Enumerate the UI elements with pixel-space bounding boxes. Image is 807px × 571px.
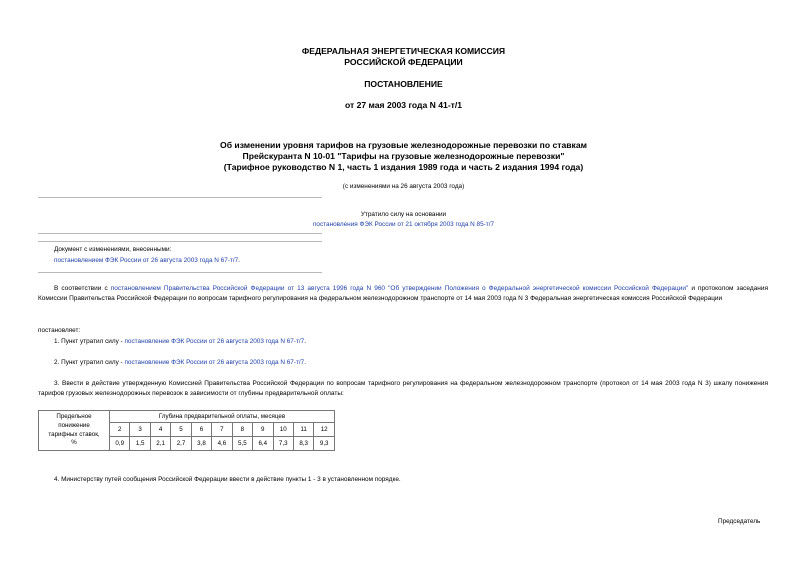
separator-line: [38, 233, 322, 234]
reduction-cell: 6,4: [253, 437, 273, 451]
row-header-line: Предельное: [56, 413, 92, 421]
reduction-cell: 8,3: [293, 437, 313, 451]
document-changes-label: Документ с изменениями, внесенными:: [54, 246, 172, 253]
tariff-reduction-table: [38, 410, 335, 451]
month-cell: 10: [273, 423, 293, 437]
item-4: 4. Министерству путей сообщения Российской Федерации ввести в действие пункты 1 - 3 в установленном порядке.: [54, 476, 401, 483]
separator-line: [38, 272, 322, 273]
resolves-text: постановляет:: [38, 327, 81, 334]
org-name-line2: РОССИЙСКОЙ ФЕДЕРАЦИИ: [344, 57, 463, 67]
month-cell: 8: [232, 423, 252, 437]
reduction-cell: 5,5: [232, 437, 252, 451]
reduction-cell: 2,7: [171, 437, 191, 451]
month-cell: 7: [212, 423, 232, 437]
item-1: [54, 337, 306, 346]
row-header-cell: [39, 411, 110, 451]
document-date-number: от 27 мая 2003 года N 41-т/1: [344, 100, 463, 110]
row-header-line: понижение: [58, 421, 90, 429]
document-changes-line: [54, 256, 240, 265]
month-cell: 9: [253, 423, 273, 437]
item-2: [54, 358, 306, 367]
reduction-cell: 4,6: [212, 437, 232, 451]
month-cell: 2: [110, 423, 130, 437]
preamble-link[interactable]: постановлением Правительства Российской Федерации от 13 августа 1996 года N 960 "Об утверждении Положения о Федеральной энергетической комиссии Российской Федерации": [110, 285, 689, 292]
title-line1: Об изменении уровня тарифов на грузовые железнодорожные перевозки по ставкам: [220, 140, 587, 150]
item-1-link[interactable]: постановление ФЭК России от 26 августа 2003 года N 67-т/7: [124, 338, 305, 345]
month-cell: 12: [314, 423, 335, 437]
item-2-link[interactable]: постановление ФЭК России от 26 августа 2003 года N 67-т/7: [124, 359, 305, 366]
reduction-cell: 0,9: [110, 437, 130, 451]
reduction-cell: 1,5: [130, 437, 150, 451]
signature-title: Председатель: [718, 518, 761, 525]
item-1-period: .: [304, 338, 307, 345]
reduction-cell: 7,3: [273, 437, 293, 451]
title-line2: Прейскуранта N 10-01 "Тарифы на грузовые железнодорожные перевозки": [242, 151, 565, 161]
month-cell: 11: [293, 423, 313, 437]
item-1-text: 1. Пункт утратил силу -: [54, 338, 125, 345]
month-cell: 5: [171, 423, 191, 437]
document-changes-period: .: [238, 257, 240, 264]
reduction-cell: 2,1: [150, 437, 170, 451]
status-link[interactable]: постановления ФЭК России от 21 октября 2003 года N 85-т/7: [312, 221, 495, 228]
amendments-note: (с изменениями на 26 августа 2003 года): [342, 183, 465, 190]
preamble-paragraph: [38, 284, 768, 304]
reduction-cell: 3,8: [191, 437, 211, 451]
preamble-rest: и протоколом заседания Комиссии Правительства Российской Федерации по вопросам тарифного регулирования на федеральном железнодорожном транспорте от 14 мая 2003 года N 3 Федеральная энергетическая комиссия Российской Федерации: [38, 285, 768, 303]
document-changes-link[interactable]: постановлением ФЭК России от 26 августа 2003 года N 67-т/7: [54, 257, 239, 264]
item-3-paragraph: 3. Ввести в действие утвержденную Комиссией Правительства Российской Федерации по вопросам тарифного регулирования на федеральном железнодорожном транспорте (протокол от 14 мая 2003 года N 3) шкалу понижения тарифов грузовых железнодорожных перевозок в зависимости от глубины предварительной оплаты:: [38, 380, 768, 398]
month-cell: 3: [130, 423, 150, 437]
item-2-text: 2. Пункт утратил силу -: [54, 359, 125, 366]
title-line3: (Тарифное руководство N 1, часть 1 издания 1989 года и часть 2 издания 1994 года): [223, 162, 584, 172]
col-group-header: Глубина предварительной оплаты, месяцев: [110, 411, 335, 423]
row-header-line: %: [71, 439, 77, 447]
status-label: Утратило силу на основании: [360, 211, 447, 218]
reduction-cell: 9,3: [314, 437, 335, 451]
month-cell: 6: [191, 423, 211, 437]
row-header-line: тарифных ставок,: [48, 430, 100, 438]
month-cell: 4: [150, 423, 170, 437]
separator-line: [38, 197, 322, 198]
document-type: ПОСТАНОВЛЕНИЕ: [364, 79, 443, 89]
separator-line: [38, 241, 322, 242]
item-2-period: .: [304, 359, 307, 366]
org-name-line1: ФЕДЕРАЛЬНАЯ ЭНЕРГЕТИЧЕСКАЯ КОМИССИЯ: [301, 46, 506, 56]
preamble-intro: В соответствии с: [54, 285, 111, 292]
